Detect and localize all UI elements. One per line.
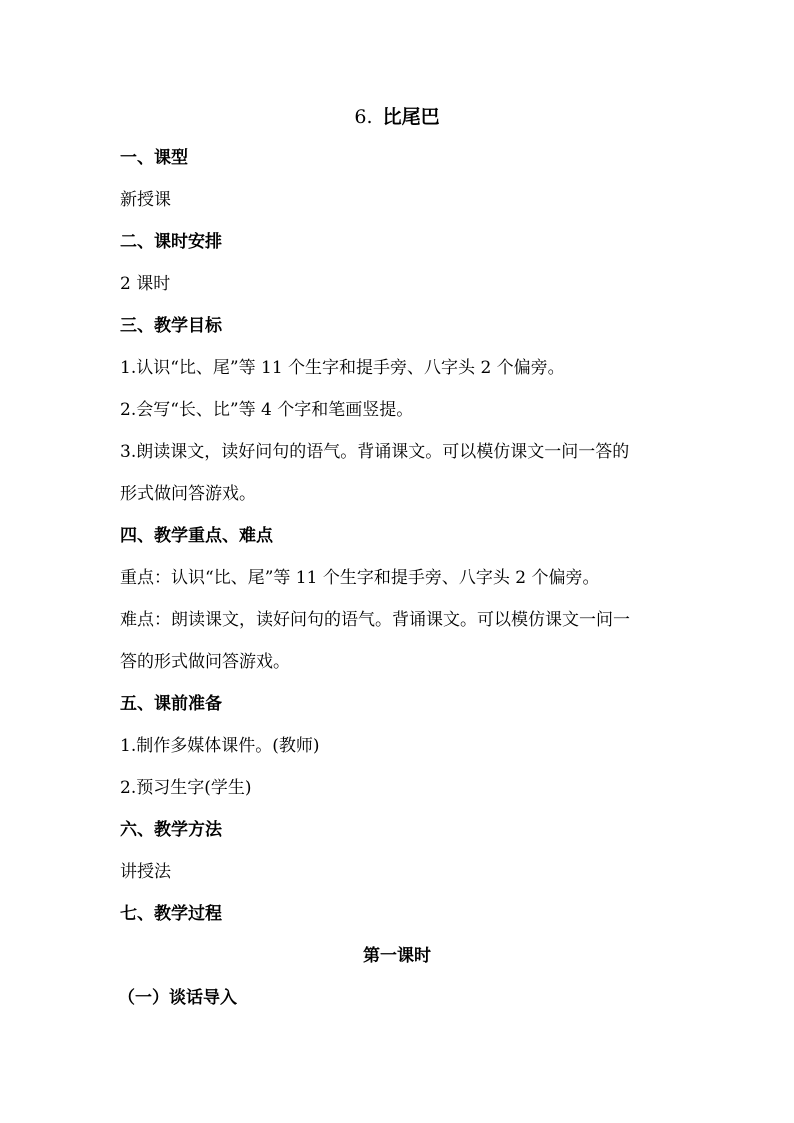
section-heading-methods: 六、教学方法 <box>120 820 222 840</box>
section-body-line: 2.会写“长、比”等 4 个字和笔画竖提。 <box>120 400 414 420</box>
section-body-line: 重点：认识“比、尾”等 11 个生字和提手旁、八字头 2 个偏旁。 <box>120 568 600 588</box>
section-heading-schedule: 二、课时安排 <box>120 232 222 252</box>
title-text: 比尾巴 <box>382 106 440 128</box>
section-body-line: 难点：朗读课文，读好问句的语气。背诵课文。可以模仿课文一问一 <box>120 610 630 630</box>
title-number: 6. <box>354 106 373 128</box>
section-body-line: 讲授法 <box>120 862 171 882</box>
section-heading-key-points: 四、教学重点、难点 <box>120 526 273 546</box>
section-heading-process: 七、教学过程 <box>120 904 222 924</box>
lesson-title: 第一课时 <box>363 946 431 966</box>
section-body-line: 1.制作多媒体课件。(教师) <box>120 736 320 756</box>
section-heading-preparation: 五、课前准备 <box>120 694 222 714</box>
section-body-line: 2.预习生字(学生) <box>120 778 252 798</box>
section-body-line: 形式做问答游戏。 <box>120 484 256 504</box>
document-title <box>0 104 794 130</box>
section-body-line: 3.朗读课文，读好问句的语气。背诵课文。可以模仿课文一问一答的 <box>120 442 630 462</box>
section-body-line: 1.认识“比、尾”等 11 个生字和提手旁、八字头 2 个偏旁。 <box>120 358 565 378</box>
section-heading-objectives: 三、教学目标 <box>120 316 222 336</box>
subsection-heading: （一）谈话导入 <box>118 988 237 1008</box>
section-heading-course-type: 一、课型 <box>120 148 188 168</box>
section-body-line: 2 课时 <box>120 274 171 294</box>
section-body-line: 新授课 <box>120 190 171 210</box>
section-body-line: 答的形式做问答游戏。 <box>120 652 290 672</box>
